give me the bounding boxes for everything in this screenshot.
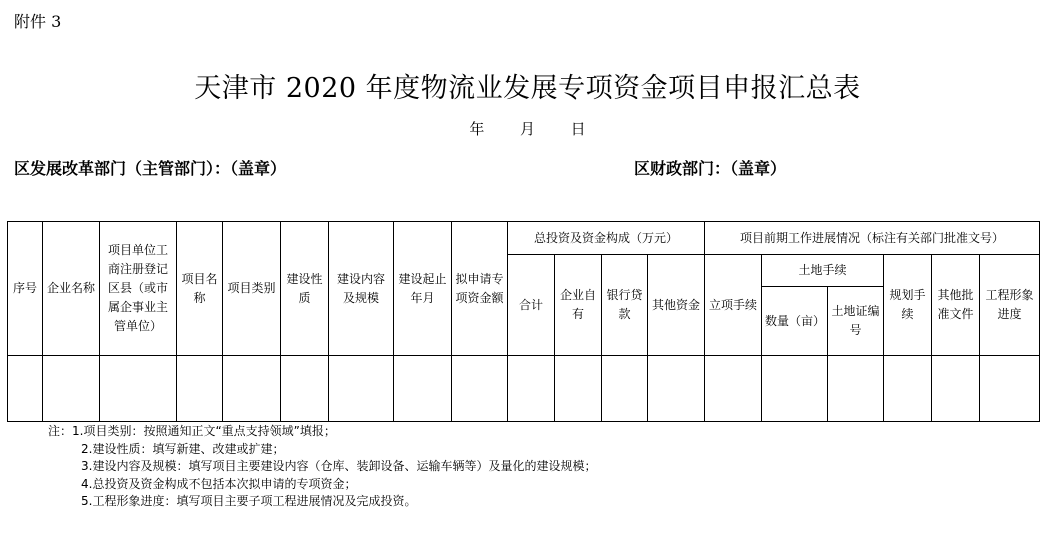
table-cell[interactable]	[394, 356, 452, 422]
note-item: 2.建设性质：填写新建、改建或扩建；	[81, 441, 285, 456]
date-month: 月	[519, 120, 535, 138]
header-progress-group: 项目前期工作进展情况（标注有关部门批准文号）	[705, 222, 1040, 255]
header-company-name: 企业名称	[43, 222, 100, 356]
header-land-group: 土地手续	[762, 255, 884, 287]
table-cell[interactable]	[100, 356, 177, 422]
header-construction-period: 建设起止年月	[394, 222, 452, 356]
note-item: 5.工程形象进度：填写项目主要子项工程进展情况及完成投资。	[81, 494, 417, 508]
table-cell[interactable]	[508, 356, 555, 422]
header-construction-nature: 建设性质	[281, 222, 329, 356]
table-cell[interactable]	[980, 356, 1040, 422]
table-cell[interactable]	[281, 356, 329, 422]
header-project-name: 项目名称	[177, 222, 223, 356]
note-item: 4.总投资及资金构成不包括本次拟申请的专项资金；	[81, 476, 357, 491]
header-investment-group: 总投资及资金构成（万元）	[508, 222, 705, 255]
note-item: 注：1.项目类别：按照通知正文“重点支持领域”填报；	[48, 424, 336, 438]
table-cell[interactable]	[884, 356, 932, 422]
header-land-quantity: 数量（亩）	[762, 287, 828, 356]
table-cell[interactable]	[602, 356, 648, 422]
summary-table	[7, 221, 1040, 422]
page-title: 天津市 2020 年度物流业发展专项资金项目申报汇总表	[194, 73, 861, 104]
table-cell[interactable]	[43, 356, 100, 422]
table-cell[interactable]	[8, 356, 43, 422]
header-investment-other: 其他资金	[648, 255, 705, 356]
header-approval: 立项手续	[705, 255, 762, 356]
district-development-department-seal: 区发展改革部门（主管部门）：（盖章）	[14, 159, 287, 178]
table-cell[interactable]	[452, 356, 508, 422]
attachment-label: 附件 3	[14, 12, 62, 31]
table-cell[interactable]	[828, 356, 884, 422]
table-cell[interactable]	[177, 356, 223, 422]
header-project-type: 项目类别	[223, 222, 281, 356]
header-land-certificate: 土地证编号	[828, 287, 884, 356]
table-cell[interactable]	[648, 356, 705, 422]
date-day: 日	[570, 120, 586, 138]
header-planning: 规划手续	[884, 255, 932, 356]
header-investment-total: 合计	[508, 255, 555, 356]
date-line	[0, 118, 1055, 139]
table-cell[interactable]	[705, 356, 762, 422]
notes-section	[48, 423, 596, 511]
header-investment-self: 企业自有	[555, 255, 602, 356]
district-finance-department-seal: 区财政部门：（盖章）	[634, 159, 787, 178]
table-cell[interactable]	[932, 356, 980, 422]
header-progress: 工程形象进度	[980, 255, 1040, 356]
table-cell[interactable]	[555, 356, 602, 422]
table-cell[interactable]	[762, 356, 828, 422]
header-other-approvals: 其他批准文件	[932, 255, 980, 356]
header-construction-content: 建设内容及规模	[329, 222, 394, 356]
table-cell[interactable]	[329, 356, 394, 422]
header-registration-district: 项目单位工商注册登记区县（或市属企事业主管单位）	[100, 222, 177, 356]
table-cell[interactable]	[223, 356, 281, 422]
header-proposed-fund: 拟申请专项资金额	[452, 222, 508, 356]
date-year: 年	[469, 120, 485, 138]
table-row	[8, 356, 1040, 422]
header-seq: 序号	[8, 222, 43, 356]
header-investment-bank: 银行贷款	[602, 255, 648, 356]
note-item: 3.建设内容及规模：填写项目主要建设内容（仓库、装卸设备、运输车辆等）及量化的建设规模；	[81, 459, 597, 473]
